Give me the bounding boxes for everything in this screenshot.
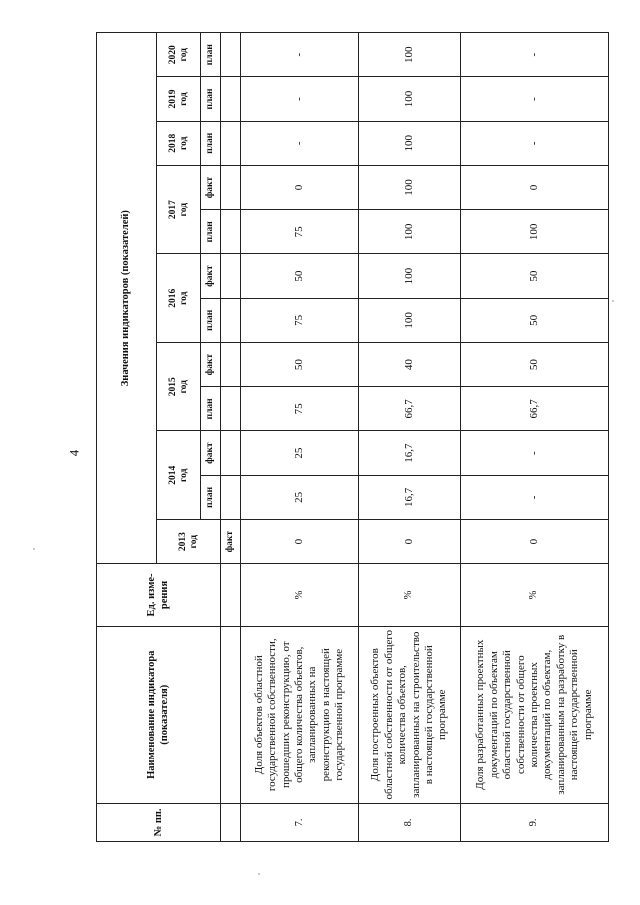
row-unit: % <box>359 564 461 626</box>
value-cell: 50 <box>241 254 359 298</box>
value-cell: 100 <box>359 165 461 209</box>
header-name: Наименование индикатора (показателя) <box>97 626 221 803</box>
year-2014: 2014 год <box>156 431 200 520</box>
indicator-table <box>96 32 609 842</box>
empty-cell <box>221 254 241 298</box>
value-cell: - <box>461 431 609 475</box>
sub-2019-plan: план <box>201 77 221 121</box>
scan-speck <box>612 300 614 302</box>
value-cell: 100 <box>461 210 609 254</box>
value-cell: - <box>241 77 359 121</box>
value-cell: 75 <box>241 210 359 254</box>
empty-cell <box>221 387 241 431</box>
table-row <box>461 33 609 842</box>
value-cell: 50 <box>461 342 609 386</box>
year-2013: 2013 год <box>156 520 220 564</box>
year-2015: 2015 год <box>156 342 200 431</box>
value-cell: - <box>241 121 359 165</box>
header-num: № пп. <box>97 803 221 841</box>
sub-2015-plan: план <box>201 387 221 431</box>
sub-2020-plan: план <box>201 33 221 77</box>
sub-2013-fact: факт <box>221 520 241 564</box>
empty-cell <box>221 210 241 254</box>
value-cell: 0 <box>461 520 609 564</box>
empty-cell <box>221 165 241 209</box>
value-cell: 66,7 <box>461 387 609 431</box>
sub-2016-fact: факт <box>201 254 221 298</box>
sub-2014-plan: план <box>201 475 221 519</box>
page-number: 4 <box>66 449 82 457</box>
empty-cell <box>221 77 241 121</box>
row-name: Доля объектов областной государственной собственности, прошедших реконструкцию, от общего количества объектов, запланированных на реконструкцию в настоящей государственной программе <box>241 626 359 803</box>
value-cell: 25 <box>241 475 359 519</box>
value-cell: 100 <box>359 77 461 121</box>
year-2017: 2017 год <box>156 165 200 254</box>
empty-cell <box>221 431 241 475</box>
year-2020: 2020 год <box>156 33 200 77</box>
row-num: 9. <box>461 803 609 841</box>
row-unit: % <box>241 564 359 626</box>
empty-cell <box>221 564 241 626</box>
sub-2018-plan: план <box>201 121 221 165</box>
scan-speck <box>258 873 260 875</box>
value-cell: 50 <box>461 254 609 298</box>
empty-cell <box>221 475 241 519</box>
value-cell: 40 <box>359 342 461 386</box>
value-cell: 100 <box>359 210 461 254</box>
empty-cell <box>221 33 241 77</box>
indicator-table-frame <box>96 32 609 842</box>
row-num: 7. <box>241 803 359 841</box>
sub-2014-fact: факт <box>201 431 221 475</box>
row-unit: % <box>461 564 609 626</box>
value-cell: 50 <box>461 298 609 342</box>
value-cell: 0 <box>359 520 461 564</box>
value-cell: 16,7 <box>359 431 461 475</box>
year-2018: 2018 год <box>156 121 200 165</box>
value-cell: 75 <box>241 387 359 431</box>
value-cell: 16,7 <box>359 475 461 519</box>
empty-cell <box>221 298 241 342</box>
year-2016: 2016 год <box>156 254 200 343</box>
value-cell: 66,7 <box>359 387 461 431</box>
empty-cell <box>221 342 241 386</box>
empty-cell <box>221 626 241 803</box>
row-name: Доля разработанных проектных документаций по объектам областной государственной собственности от общего количества проектных документаций по объектам, запланированным на разработку в настоящей государственной программе <box>461 626 609 803</box>
value-cell: 100 <box>359 298 461 342</box>
header-values-group: Значения индикаторов (показателей) <box>97 33 157 564</box>
value-cell: - <box>461 33 609 77</box>
value-cell: 0 <box>461 165 609 209</box>
sub-2015-fact: факт <box>201 342 221 386</box>
value-cell: 100 <box>359 33 461 77</box>
year-2019: 2019 год <box>156 77 200 121</box>
sub-2017-fact: факт <box>201 165 221 209</box>
empty-cell <box>221 121 241 165</box>
table-row <box>241 33 359 842</box>
value-cell: 100 <box>359 254 461 298</box>
value-cell: 75 <box>241 298 359 342</box>
table-row <box>359 33 461 842</box>
value-cell: 50 <box>241 342 359 386</box>
row-name: Доля построенных объектов областной собственности от общего количества объектов, запланированных на строительство в настоящей государственной программе <box>359 626 461 803</box>
sub-2017-plan: план <box>201 210 221 254</box>
value-cell: 100 <box>359 121 461 165</box>
row-num: 8. <box>359 803 461 841</box>
sub-2016-plan: план <box>201 298 221 342</box>
value-cell: 0 <box>241 520 359 564</box>
value-cell: 25 <box>241 431 359 475</box>
value-cell: - <box>461 77 609 121</box>
value-cell: - <box>461 121 609 165</box>
empty-cell <box>221 803 241 841</box>
scan-speck <box>33 548 35 550</box>
value-cell: 0 <box>241 165 359 209</box>
value-cell: - <box>241 33 359 77</box>
value-cell: - <box>461 475 609 519</box>
header-unit: Ед. изме-рения <box>97 564 221 626</box>
